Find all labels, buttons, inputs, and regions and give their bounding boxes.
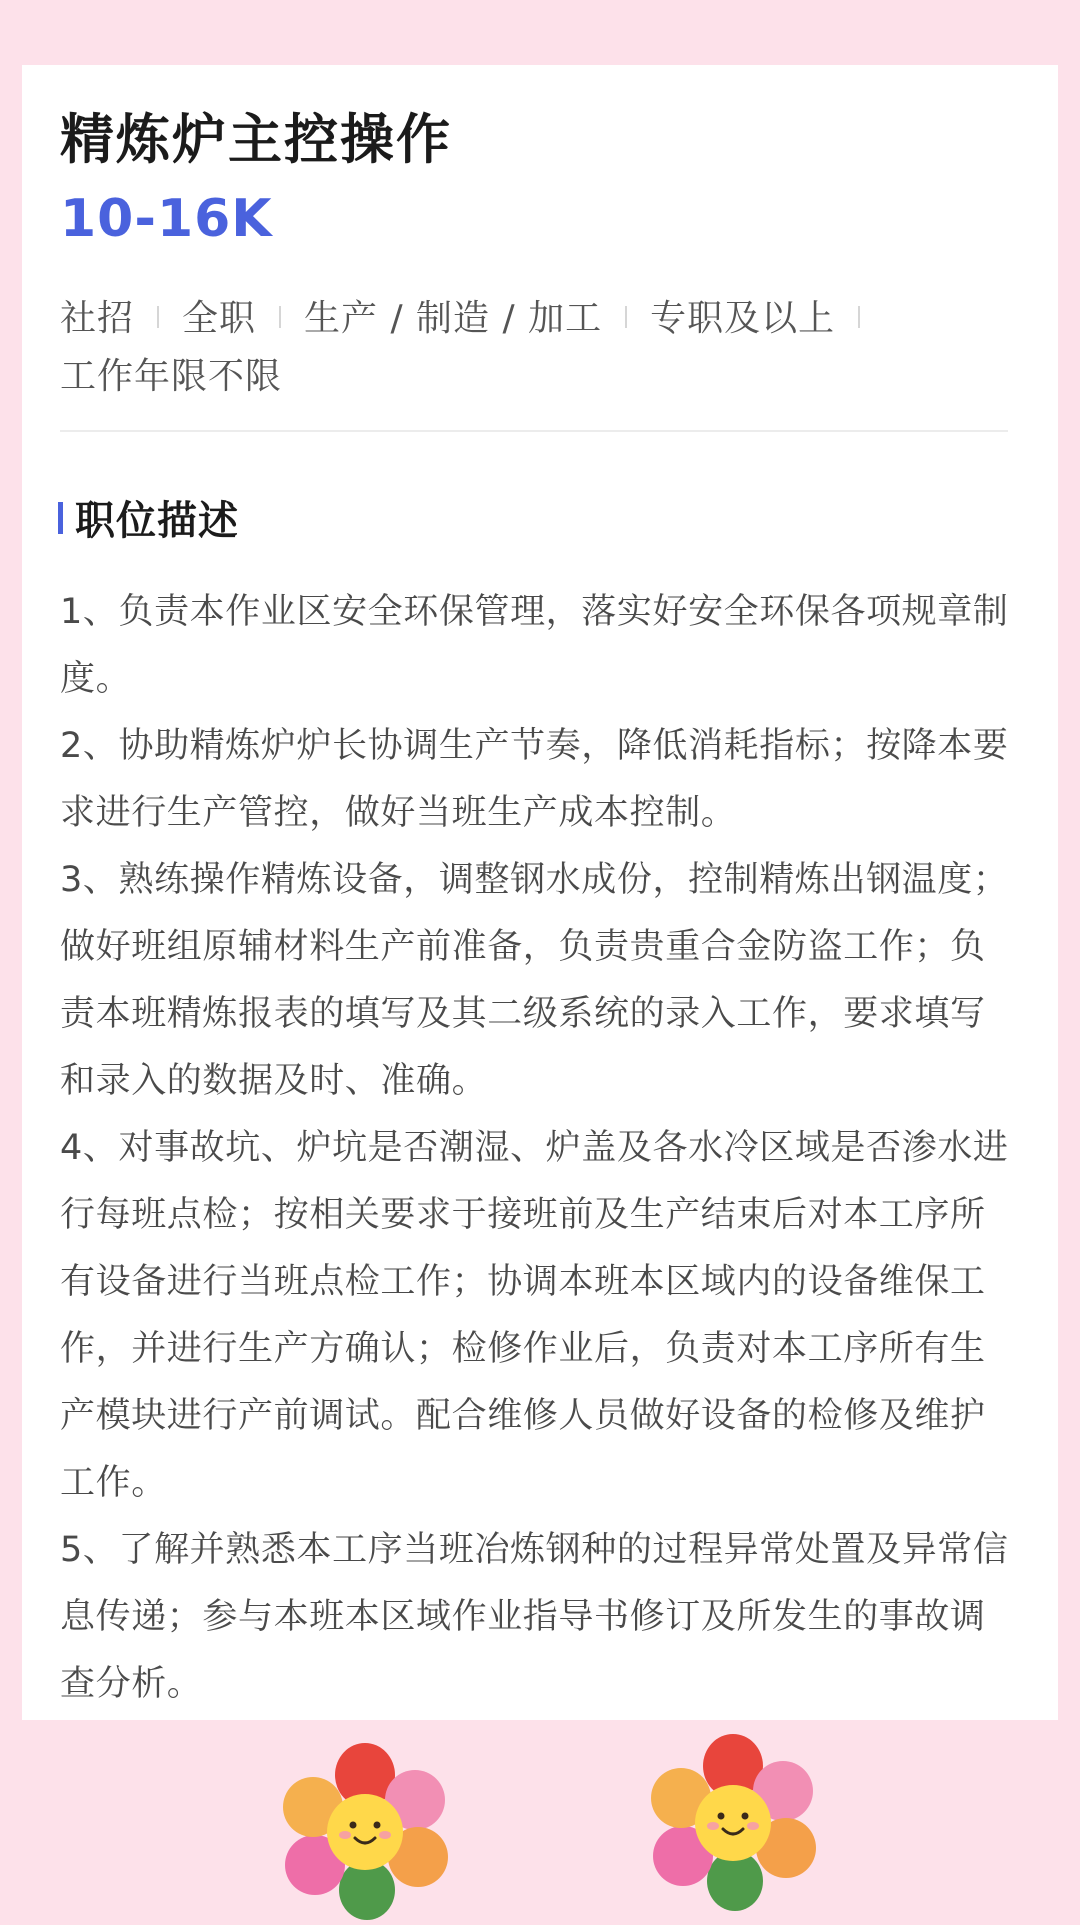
job-card bbox=[22, 65, 1058, 1720]
tag-education: 专职及以上 bbox=[650, 298, 836, 339]
description-item-4: 4、对事故坑、炉坑是否潮湿、炉盖及各水冷区域是否渗水进行每班点检；按相关要求于接班前及生产结束后对本工序所有设备进行当班点检工作；协调本班本区域内的设备维保工作，并进行生产方确认；检修作业后，负责对本工序所有生产模块进行产前调试。配合维修人员做好设备的检修及维护工作。 bbox=[60, 1128, 1009, 1503]
tag-separator bbox=[858, 306, 860, 328]
job-description bbox=[60, 579, 1020, 1718]
tag-separator bbox=[157, 306, 159, 328]
salary-range: 10-16K bbox=[60, 189, 273, 249]
description-item-3: 3、熟练操作精炼设备，调整钢水成份，控制精炼出钢温度；做好班组原辅材料生产前准备，负责贵重合金防盗工作；负责本班精炼报表的填写及其二级系统的录入工作，要求填写和录入的数据及时、准确。 bbox=[60, 860, 1009, 1101]
tag-recruit-type: 社招 bbox=[60, 298, 135, 339]
description-item-5: 5、了解并熟悉本工序当班冶炼钢种的过程异常处置及异常信息传递；参与本班本区域作业指导书修订及所发生的事故调查分析。 bbox=[60, 1530, 1009, 1704]
job-title: 精炼炉主控操作 bbox=[60, 108, 452, 171]
flower-sticker bbox=[643, 1726, 823, 1916]
divider bbox=[60, 430, 1008, 432]
tag-experience: 工作年限不限 bbox=[60, 356, 283, 397]
description-item-2: 2、协助精炼炉炉长协调生产节奏，降低消耗指标；按降本要求进行生产管控，做好当班生产成本控制。 bbox=[60, 726, 1009, 833]
flower-sticker bbox=[275, 1735, 455, 1925]
tag-employment-type: 全职 bbox=[182, 298, 257, 339]
tag-separator bbox=[279, 306, 281, 328]
description-item-1: 1、负责本作业区安全环保管理，落实好安全环保各项规章制度。 bbox=[60, 592, 1009, 699]
tag-separator bbox=[625, 306, 627, 328]
job-tags bbox=[60, 290, 1010, 406]
section-accent-bar bbox=[58, 502, 63, 534]
tag-industry: 生产 / 制造 / 加工 bbox=[304, 298, 603, 339]
section-title: 职位描述 bbox=[75, 498, 239, 544]
section-header bbox=[58, 489, 239, 546]
